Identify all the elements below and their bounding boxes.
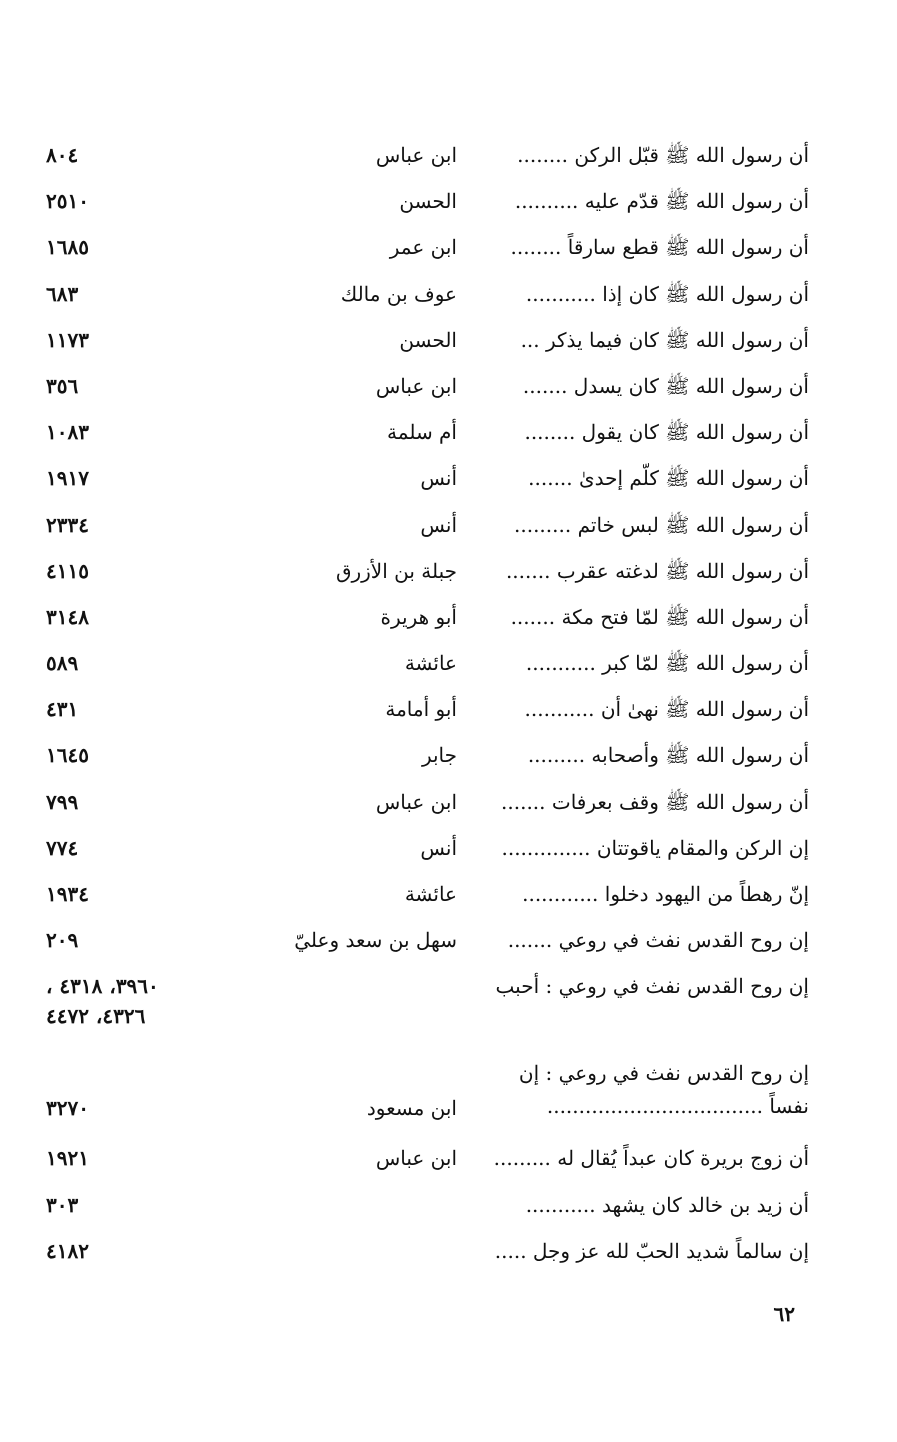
narrator: سهل بن سعد وعليّ xyxy=(294,928,457,953)
hadith-number-line: ٨٠٤ xyxy=(46,143,79,167)
index-entry xyxy=(0,325,897,371)
index-entry xyxy=(0,510,897,556)
index-entry xyxy=(0,602,897,648)
hadith-number-line: ١٩٣٤ xyxy=(46,882,89,906)
hadith-number-line: ١٩١٧ xyxy=(46,466,89,491)
narrator: عوف بن مالك xyxy=(340,281,457,306)
index-entry xyxy=(0,879,897,925)
narrator: ابن عباس xyxy=(375,1146,457,1171)
index-entry xyxy=(0,648,897,694)
index-entry xyxy=(0,371,897,417)
hadith-opening: أن رسول الله ﷺ قطع سارقاً ........ xyxy=(510,235,809,260)
hadith-opening: إن روح القدس نفث في روعي : أحبب xyxy=(495,974,809,999)
hadith-opening: أن رسول الله ﷺ كان فيما يذكر ... xyxy=(520,327,809,352)
narrator: ابن عباس xyxy=(375,143,457,167)
hadith-opening: أن رسول الله ﷺ قبّل الركن ........ xyxy=(517,143,809,167)
hadith-index-list xyxy=(0,140,897,1282)
hadith-number-line: ٤٣٢٦، ٤٤٧٢ xyxy=(46,1004,146,1029)
hadith-number-line: ٣٢٧٠ xyxy=(46,1096,89,1121)
hadith-number xyxy=(46,1093,216,1123)
narrator: الحسن xyxy=(399,189,457,214)
hadith-number-line: ٧٩٩ xyxy=(46,789,79,814)
hadith-number xyxy=(46,463,216,493)
hadith-number xyxy=(46,740,216,770)
narrator: ابن عباس xyxy=(375,373,457,398)
hadith-number-line: ٤١٨٢ xyxy=(46,1238,89,1263)
hadith-number xyxy=(46,186,216,216)
hadith-opening: أن رسول الله ﷺ كان يسدل ....... xyxy=(522,373,809,398)
index-entry xyxy=(0,186,897,232)
narrator: أبو هريرة xyxy=(380,604,457,629)
narrator: عائشة xyxy=(404,882,457,906)
hadith-opening: إن الركن والمقام ياقوتتان .............. xyxy=(501,835,809,860)
hadith-number xyxy=(46,279,216,309)
hadith-number xyxy=(46,925,216,955)
hadith-number-line: ٤٣١ xyxy=(46,697,79,722)
hadith-number-line: ١١٧٣ xyxy=(46,327,89,352)
index-entry xyxy=(0,1057,897,1143)
hadith-opening: أن رسول الله ﷺ لمّا فتح مكة ....... xyxy=(510,604,809,629)
hadith-opening: أن رسول الله ﷺ لمّا كبر ........... xyxy=(525,651,809,676)
narrator: أم سلمة xyxy=(387,420,457,445)
hadith-opening: أن رسول الله ﷺ كلّم إحدىٰ ....... xyxy=(528,466,809,491)
narrator: أنس xyxy=(420,466,457,491)
hadith-number xyxy=(46,787,216,817)
hadith-number-line: ١٦٤٥ xyxy=(46,743,89,768)
hadith-number xyxy=(46,879,216,909)
hadith-number-line: ٢٣٣٤ xyxy=(46,512,89,537)
hadith-opening: أن رسول الله ﷺ لبس خاتم ......... xyxy=(514,512,809,537)
page-number: ٦٢ xyxy=(773,1302,795,1326)
index-entry xyxy=(0,971,897,1057)
hadith-opening: إن روح القدس نفث في روعي ....... xyxy=(507,928,809,953)
hadith-number xyxy=(46,1236,216,1266)
index-entry xyxy=(0,694,897,740)
hadith-number-line: ٢٥١٠ xyxy=(46,189,89,214)
index-entry xyxy=(0,417,897,463)
index-entry xyxy=(0,740,897,786)
hadith-number xyxy=(46,648,216,678)
hadith-opening: أن رسول الله ﷺ كان إذا ........... xyxy=(525,281,809,306)
hadith-number xyxy=(46,232,216,262)
hadith-number xyxy=(46,971,216,1031)
hadith-opening: إن روح القدس نفث في روعي : إن نفساً .................................. xyxy=(518,1061,809,1119)
hadith-number xyxy=(46,602,216,632)
hadith-opening: أن رسول الله ﷺ لدغته عقرب ....... xyxy=(505,558,809,583)
hadith-number xyxy=(46,1143,216,1173)
index-entry xyxy=(0,925,897,971)
hadith-opening: أن زوج بريرة كان عبداً يُقال له ......... xyxy=(493,1146,809,1171)
hadith-number-line: ٧٧٤ xyxy=(46,835,79,860)
hadith-number xyxy=(46,833,216,863)
hadith-number xyxy=(46,510,216,540)
hadith-number-line: ١٦٨٥ xyxy=(46,235,89,260)
hadith-number xyxy=(46,140,216,170)
hadith-number xyxy=(46,1190,216,1220)
hadith-number-line: ٢٠٩ xyxy=(46,928,79,953)
hadith-number-line: ٥٨٩ xyxy=(46,651,79,676)
hadith-number-line: ١٩٢١ xyxy=(46,1146,89,1171)
index-entry xyxy=(0,1190,897,1236)
index-entry xyxy=(0,787,897,833)
hadith-opening: إنّ رهطاً من اليهود دخلوا ............ xyxy=(522,882,809,906)
narrator: جابر xyxy=(421,743,457,768)
index-entry xyxy=(0,279,897,325)
hadith-opening: أن رسول الله ﷺ كان يقول ........ xyxy=(524,420,809,445)
hadith-opening: أن رسول الله ﷺ نهىٰ أن ........... xyxy=(524,697,809,722)
hadith-opening: أن رسول الله ﷺ قدّم عليه .......... xyxy=(514,189,809,214)
narrator: أنس xyxy=(420,835,457,860)
hadith-opening: إن سالماً شديد الحبّ لله عز وجل ..... xyxy=(494,1238,809,1263)
hadith-number-line: ٤١١٥ xyxy=(46,558,89,583)
hadith-number-line: ٣١٤٨ xyxy=(46,604,89,629)
narrator: جبلة بن الأزرق xyxy=(335,558,457,583)
narrator: ابن عباس xyxy=(375,789,457,814)
hadith-number-line: ٣٩٦٠، ٤٣١٨ ، xyxy=(46,974,159,999)
index-entry xyxy=(0,833,897,879)
narrator: أنس xyxy=(420,512,457,537)
narrator: عائشة xyxy=(404,651,457,676)
hadith-number xyxy=(46,556,216,586)
hadith-number-line: ٣٠٣ xyxy=(46,1192,79,1217)
hadith-number xyxy=(46,325,216,355)
index-entry xyxy=(0,140,897,186)
hadith-number-line: ٦٨٣ xyxy=(46,281,79,306)
hadith-opening: أن زيد بن خالد كان يشهد ........... xyxy=(525,1192,809,1217)
hadith-number-line: ٣٥٦ xyxy=(46,373,79,398)
hadith-number xyxy=(46,417,216,447)
hadith-opening: أن رسول الله ﷺ وقف بعرفات ....... xyxy=(501,789,809,814)
index-entry xyxy=(0,556,897,602)
hadith-number xyxy=(46,694,216,724)
index-entry xyxy=(0,463,897,509)
narrator: أبو أمامة xyxy=(385,697,457,722)
narrator: ابن عمر xyxy=(389,235,457,260)
narrator: ابن مسعود xyxy=(366,1096,457,1121)
hadith-number-line: ١٠٨٣ xyxy=(46,420,89,445)
index-entry xyxy=(0,1143,897,1189)
hadith-opening: أن رسول الله ﷺ وأصحابه ......... xyxy=(527,743,809,768)
index-entry xyxy=(0,232,897,278)
narrator: الحسن xyxy=(399,327,457,352)
hadith-number xyxy=(46,371,216,401)
index-entry xyxy=(0,1236,897,1282)
